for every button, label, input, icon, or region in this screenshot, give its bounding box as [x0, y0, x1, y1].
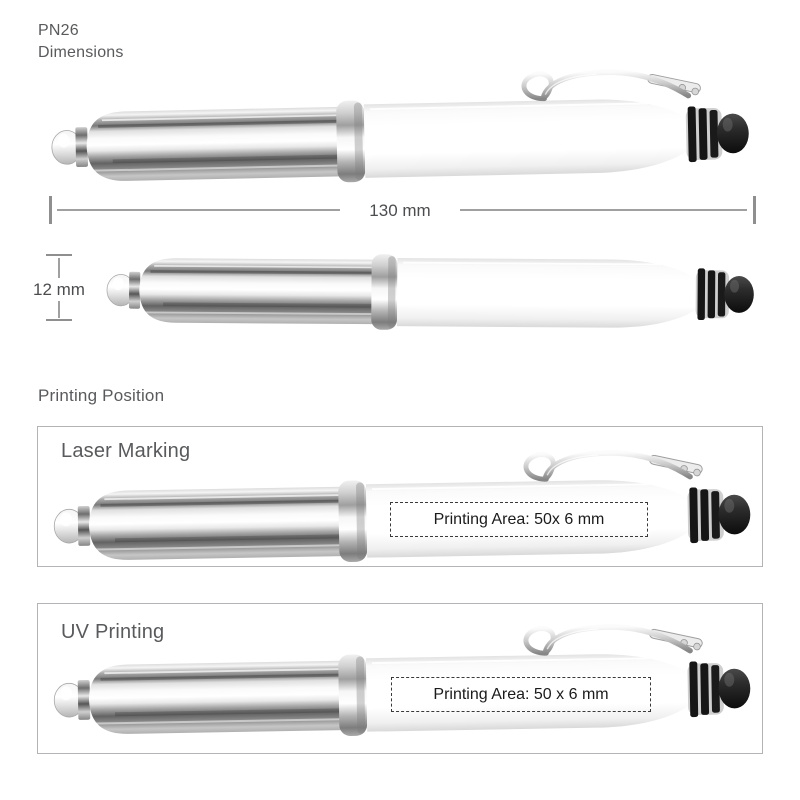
dimension-line-right — [460, 209, 747, 211]
dimension-tick-bottom — [46, 319, 72, 321]
dimension-tick-top — [46, 254, 72, 256]
uv-printing-area: Printing Area: 50 x 6 mm — [391, 677, 651, 712]
laser-marking-title: Laser Marking — [61, 440, 191, 462]
dimension-line-bottom — [58, 301, 60, 318]
length-label: 130 mm — [369, 201, 431, 220]
dimension-tick-left — [49, 196, 52, 224]
laser-printing-area: Printing Area: 50x 6 mm — [390, 502, 648, 537]
printing-position-heading: Printing Position — [38, 386, 165, 405]
product-model: PN26 — [38, 22, 79, 39]
pen-photo-length-view — [41, 49, 760, 203]
page-header — [38, 20, 124, 63]
uv-printing-title: UV Printing — [61, 621, 165, 643]
dimensions-heading: Dimensions — [38, 43, 124, 61]
diameter-label: 12 mm — [33, 280, 85, 299]
pen-photo-diameter-view — [98, 212, 764, 346]
dimension-line-top — [58, 258, 60, 278]
